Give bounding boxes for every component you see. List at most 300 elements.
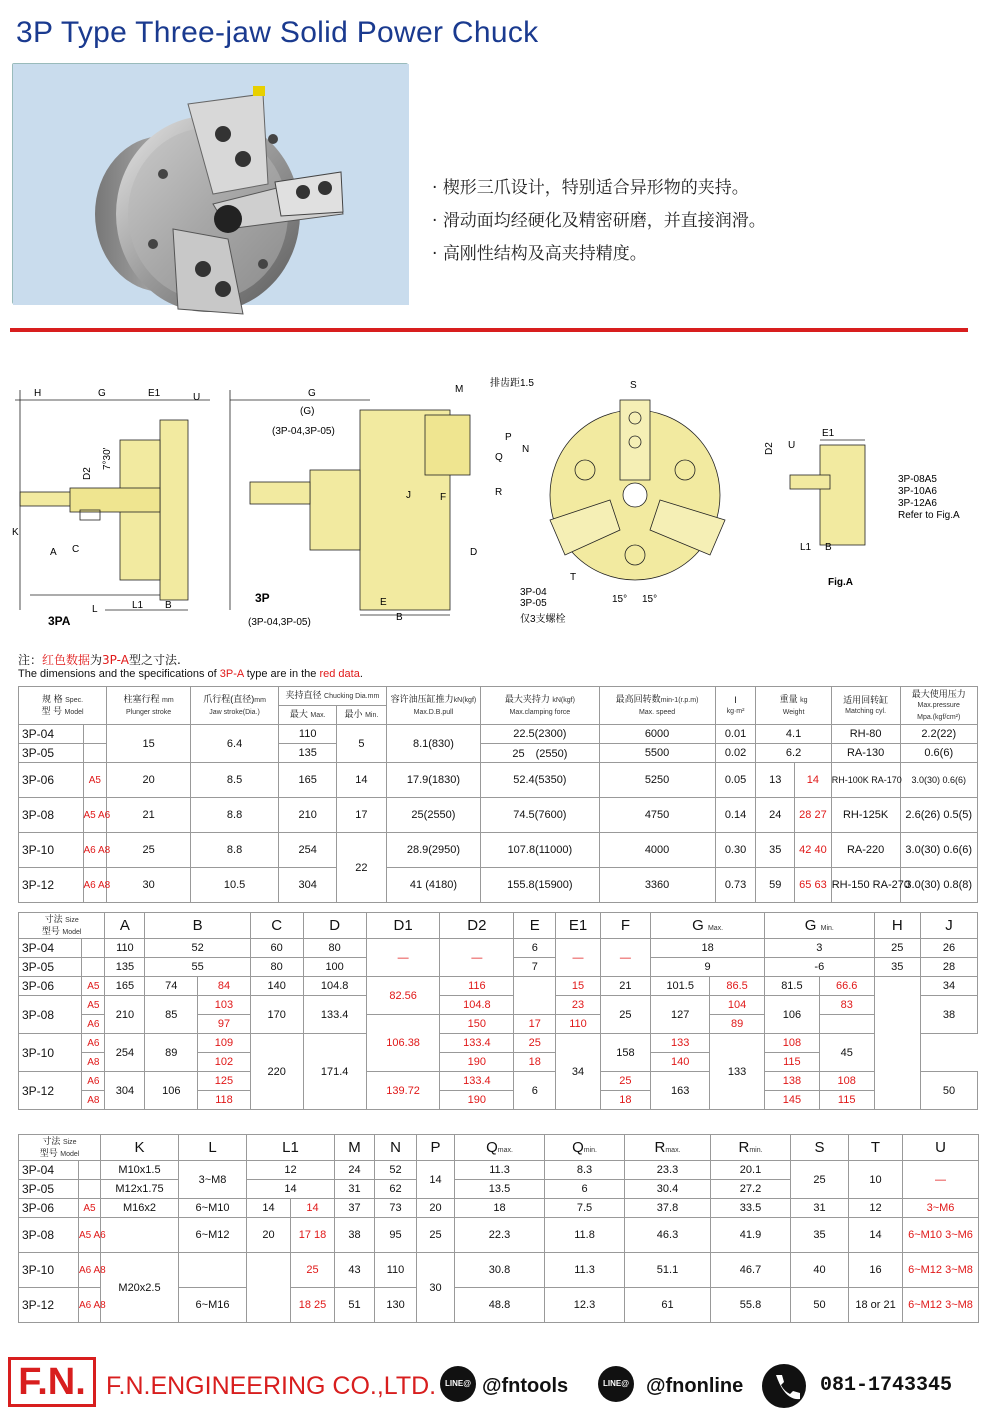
line-icon[interactable]: LINE@	[598, 1366, 634, 1402]
table-cell: 35	[874, 958, 920, 977]
table-cell: 108	[819, 1072, 874, 1091]
spec-table	[18, 686, 978, 903]
table-cell: 24	[756, 798, 795, 833]
table-cell: 104.8	[440, 996, 514, 1015]
col-header: G Min.	[765, 913, 875, 939]
table-cell: 62	[375, 1180, 417, 1199]
col-header: E	[514, 913, 556, 939]
table-cell: 25(2550)	[386, 798, 481, 833]
table-cell: 30.8	[455, 1253, 545, 1288]
table-cell: 210	[105, 996, 145, 1034]
table-cell: 101.5	[651, 977, 710, 996]
table-cell: 25	[514, 1034, 556, 1053]
table-cell: 40	[791, 1253, 849, 1288]
table-cell: 25	[417, 1218, 455, 1253]
col-header: 最高回转数min-1(r.p.m) Max. speed	[599, 687, 715, 725]
dim-label: B	[825, 542, 832, 553]
table-cell: 3P-06	[19, 763, 84, 798]
dim-label: B	[396, 612, 403, 623]
table-cell: 3~M8	[179, 1161, 247, 1199]
table-cell: 37	[335, 1199, 375, 1218]
table-cell: 190	[440, 1053, 514, 1072]
table-cell: 3P-12	[19, 1072, 82, 1110]
table-cell: 210	[279, 798, 337, 833]
drawing-3p	[230, 390, 470, 615]
table-cell	[82, 958, 105, 977]
phone-icon[interactable]	[762, 1364, 806, 1408]
table-cell: 33.5	[711, 1199, 791, 1218]
feature-item: · 高刚性结构及高夹持精度。	[432, 238, 766, 271]
page-title: 3P Type Three-jaw Solid Power Chuck	[16, 16, 539, 49]
table-cell: 3P-08	[19, 996, 82, 1034]
table-cell: 86.5	[710, 977, 765, 996]
col-header: D	[303, 913, 366, 939]
dim-label: K	[12, 527, 19, 538]
table-cell	[82, 939, 105, 958]
col-header: A	[105, 913, 145, 939]
col-header: 最小 Min.	[337, 706, 386, 725]
col-header: U	[903, 1135, 979, 1161]
drawing-front	[550, 400, 725, 580]
table-cell: 52	[375, 1161, 417, 1180]
company-logo: F.N.	[8, 1357, 96, 1407]
table-cell: 73	[375, 1199, 417, 1218]
table-cell: 17 18	[291, 1218, 335, 1253]
table-cell: 220	[250, 1034, 303, 1110]
table-cell: 2.2(22)	[900, 725, 978, 744]
table-cell: 23.3	[625, 1161, 711, 1180]
table-cell: A8	[82, 1091, 105, 1110]
table-cell: 10	[849, 1161, 903, 1199]
table-cell: 20	[417, 1199, 455, 1218]
drawing-fig-a	[790, 440, 865, 545]
table-cell: 3P-08	[19, 1218, 79, 1253]
dim-label: A	[50, 547, 57, 558]
table-cell: 38	[335, 1218, 375, 1253]
table-cell: 135	[105, 958, 145, 977]
table-cell: 14	[849, 1218, 903, 1253]
table-cell: 11.3	[545, 1253, 625, 1288]
table-cell: A6	[82, 1015, 105, 1034]
drawing-label: Fig.A	[828, 577, 853, 588]
table-cell: M12x1.75	[101, 1180, 179, 1199]
drawing-note: Refer to Fig.A	[898, 510, 960, 521]
feature-item: · 楔形三爪设计，特别适合异形物的夹持。	[432, 172, 766, 205]
table-cell: 12.3	[545, 1288, 625, 1323]
table-cell: 26	[920, 939, 977, 958]
dim-label: 15°	[642, 594, 658, 605]
table-cell: 20	[107, 763, 191, 798]
table-cell: A8	[82, 1053, 105, 1072]
col-header: 规 格 Spec. 型 号 Model	[19, 687, 107, 725]
col-header: S	[791, 1135, 849, 1161]
table-cell: 38	[920, 996, 977, 1034]
table-cell: 55	[145, 958, 250, 977]
table-cell: 106.38	[366, 1015, 440, 1072]
table-cell: 46.7	[711, 1253, 791, 1288]
note-en: The dimensions and the specifications of 3P-A type are in the red data.	[18, 668, 363, 680]
col-header: D1	[366, 913, 440, 939]
table-cell: -6	[765, 958, 875, 977]
table-cell: 106	[765, 996, 820, 1034]
table-cell	[79, 1161, 101, 1180]
col-header: B	[145, 913, 250, 939]
table-cell: 7	[514, 958, 556, 977]
drawing-label: 3P-04	[520, 587, 547, 598]
table-cell: 4.1	[756, 725, 831, 744]
table-cell: 27.2	[711, 1180, 791, 1199]
table-cell: RH-125K	[831, 798, 900, 833]
table-cell: 103	[198, 996, 251, 1015]
table-cell: 6~M12	[179, 1218, 247, 1253]
table-cell: 60	[250, 939, 303, 958]
drawing-label: (3P-04,3P-05)	[248, 617, 311, 628]
table-cell: 25	[874, 939, 920, 958]
table-cell: 14	[247, 1199, 291, 1218]
dim-label: E	[380, 597, 387, 608]
table-cell: 35	[791, 1218, 849, 1253]
table-cell: 6~M10	[179, 1199, 247, 1218]
table-cell: 133.4	[440, 1034, 514, 1053]
table-cell: RH-80	[831, 725, 900, 744]
col-header: 爪行程(直径)mm Jaw stroke(Dia.)	[191, 687, 279, 725]
table-cell: 3P-06	[19, 1199, 79, 1218]
col-header: P	[417, 1135, 455, 1161]
dim-label: N	[522, 444, 530, 455]
table-cell: 8.1(830)	[386, 725, 481, 763]
table-cell: 104.8	[303, 977, 366, 996]
table-cell: 80	[303, 939, 366, 958]
table-cell: 18	[651, 939, 765, 958]
table-cell: 3P-10	[19, 1034, 82, 1072]
table-cell	[179, 1253, 247, 1288]
table-cell: 6~M10 3~M6	[903, 1218, 979, 1253]
table-cell: 14	[291, 1199, 335, 1218]
table-cell: 3P-05	[19, 958, 82, 977]
divider	[10, 328, 968, 332]
table-cell: 3	[765, 939, 875, 958]
dim-label: S	[630, 380, 637, 391]
table-cell: 3~M6	[903, 1199, 979, 1218]
table-cell: 43	[335, 1253, 375, 1288]
dim-label: 排齿距1.5	[490, 378, 534, 389]
table-cell: 17.9(1830)	[386, 763, 481, 798]
table-row	[19, 1072, 978, 1091]
table-cell: 110	[375, 1253, 417, 1288]
footer	[0, 1352, 1000, 1416]
table-cell: 21	[600, 977, 651, 996]
dim-label: (3P-04,3P-05)	[272, 426, 335, 437]
table-cell: 163	[651, 1072, 710, 1110]
table-cell: RA-220	[831, 833, 900, 868]
table-cell: 8.8	[191, 833, 279, 868]
table-cell: 3P-10	[19, 1253, 79, 1288]
table-cell: 3.0(30) 0.6(6)	[900, 763, 978, 798]
table-cell: 8.3	[545, 1161, 625, 1180]
table-cell: 125	[198, 1072, 251, 1091]
table-cell: 254	[279, 833, 337, 868]
drawing-note: 3P-12A6	[898, 498, 937, 509]
table-cell: 10.5	[191, 868, 279, 903]
drawing-label: 3PA	[48, 614, 71, 628]
dimension-table-2	[18, 1134, 979, 1323]
col-header: Qmin.	[545, 1135, 625, 1161]
table-cell: 22	[337, 833, 386, 903]
table-cell: 31	[335, 1180, 375, 1199]
table-cell: 20	[247, 1218, 291, 1253]
col-header: Rmin.	[711, 1135, 791, 1161]
table-cell: 9	[651, 958, 765, 977]
dim-label: C	[72, 544, 80, 555]
table-cell: —	[366, 939, 440, 977]
table-cell: 46.3	[625, 1218, 711, 1253]
table-cell: 15	[556, 977, 600, 996]
table-cell: 7.5	[545, 1199, 625, 1218]
table-cell: 8.8	[191, 798, 279, 833]
table-row	[19, 1199, 979, 1218]
table-cell: 37.8	[625, 1199, 711, 1218]
note-cn: 注：红色数据为3P-A型之寸法.	[18, 653, 181, 667]
drawing-label: 3P	[255, 591, 270, 605]
table-cell: 158	[600, 1034, 651, 1072]
table-cell: 83	[819, 996, 874, 1015]
col-header: Rmax.	[625, 1135, 711, 1161]
table-cell: 5	[337, 725, 386, 763]
col-header: L	[179, 1135, 247, 1161]
table-row	[19, 725, 978, 744]
table-cell: 155.8(15900)	[481, 868, 599, 903]
drawing-note: 3P-08A5	[898, 474, 937, 485]
table-cell: 3.0(30) 0.6(6)	[900, 833, 978, 868]
table-cell: A6 A8	[83, 868, 107, 903]
table-cell: 97	[198, 1015, 251, 1034]
drawing-3pa	[15, 390, 210, 610]
table-cell: 18	[514, 1053, 556, 1072]
table-cell: 89	[145, 1034, 198, 1072]
table-cell: 110	[279, 725, 337, 744]
table-cell: A5 A6	[83, 798, 107, 833]
table-cell: 14	[337, 763, 386, 798]
table-cell	[101, 1218, 179, 1253]
table-cell: 18 or 21	[849, 1288, 903, 1323]
table-cell: M20x2.5	[101, 1253, 179, 1323]
table-cell: 11.8	[545, 1218, 625, 1253]
table-cell: 65 63	[795, 868, 832, 903]
table-row	[19, 996, 978, 1015]
table-cell: 6.2	[756, 744, 831, 763]
table-cell: 115	[765, 1053, 820, 1072]
table-cell	[514, 977, 556, 1015]
dim-label: D2	[764, 442, 775, 455]
table-cell: A5	[79, 1199, 101, 1218]
dim-label: E1	[822, 428, 835, 439]
table-cell: 30.4	[625, 1180, 711, 1199]
table-cell: 304	[105, 1072, 145, 1110]
table-cell: 145	[765, 1091, 820, 1110]
table-cell: 108	[765, 1034, 820, 1053]
table-cell: 102	[198, 1053, 251, 1072]
table-cell: 110	[105, 939, 145, 958]
table-row	[19, 763, 978, 798]
table-cell	[83, 725, 107, 744]
table-cell: A5	[83, 763, 107, 798]
col-header: N	[375, 1135, 417, 1161]
dim-label: L	[92, 604, 98, 615]
table-cell: 59	[756, 868, 795, 903]
table-cell: 6	[545, 1180, 625, 1199]
dim-label: P	[505, 432, 512, 443]
col-header: Qmax.	[455, 1135, 545, 1161]
table-row	[19, 833, 978, 868]
table-cell: 6~M12 3~M8	[903, 1253, 979, 1288]
table-cell: 0.14	[715, 798, 756, 833]
table-cell: 0.05	[715, 763, 756, 798]
table-cell: 61	[625, 1288, 711, 1323]
table-cell: 0.02	[715, 744, 756, 763]
table-cell: RA-130	[831, 744, 900, 763]
table-cell: 85	[145, 996, 198, 1034]
table-cell: A6 A8	[79, 1253, 101, 1288]
table-cell: 50	[920, 1072, 977, 1110]
table-cell: 3P-05	[19, 1180, 79, 1199]
table-cell: A6	[82, 1034, 105, 1053]
table-cell: A5 A6	[79, 1218, 101, 1253]
table-cell: 14	[247, 1180, 335, 1199]
feature-list	[432, 172, 766, 271]
table-cell: 6	[514, 939, 556, 958]
table-cell: 0.30	[715, 833, 756, 868]
table-cell: 127	[651, 996, 710, 1034]
feature-item: · 滑动面均经硬化及精密研磨，并直接润滑。	[432, 205, 766, 238]
table-cell: 95	[375, 1218, 417, 1253]
col-header: J	[920, 913, 977, 939]
table-cell: A6 A8	[79, 1288, 101, 1323]
table-row	[19, 977, 978, 996]
table-cell: 0.01	[715, 725, 756, 744]
table-cell: 104	[710, 996, 765, 1015]
table-cell: 6.4	[191, 725, 279, 763]
table-cell: 109	[198, 1034, 251, 1053]
table-cell: 25	[107, 833, 191, 868]
col-header: F	[600, 913, 651, 939]
dim-label: E1	[148, 388, 161, 399]
table-cell: 84	[198, 977, 251, 996]
table-cell: 3P-04	[19, 1161, 79, 1180]
table-cell: 18	[455, 1199, 545, 1218]
table-cell: 14	[795, 763, 832, 798]
dim-label: 15°	[612, 594, 628, 605]
table-cell: 3P-08	[19, 798, 84, 833]
table-cell: 41.9	[711, 1218, 791, 1253]
line-icon[interactable]: LINE@	[440, 1366, 476, 1402]
table-cell: 3P-04	[19, 725, 84, 744]
table-cell: 304	[279, 868, 337, 903]
table-cell: 23	[556, 996, 600, 1015]
table-cell: M10x1.5	[101, 1161, 179, 1180]
table-cell: 41 (4180)	[386, 868, 481, 903]
table-cell: 25	[791, 1161, 849, 1199]
table-cell: 74.5(7600)	[481, 798, 599, 833]
table-row	[19, 868, 978, 903]
col-header: 适用回转缸 Matching cyl.	[831, 687, 900, 725]
dim-label: B	[165, 600, 172, 611]
dim-label: D	[470, 547, 478, 558]
table-cell: 13	[756, 763, 795, 798]
table-cell: 15	[107, 725, 191, 763]
table-cell: 52.4(5350)	[481, 763, 599, 798]
table-cell: 140	[651, 1053, 710, 1072]
dim-label: J	[406, 490, 411, 501]
table-cell: 3P-06	[19, 977, 82, 996]
table-cell: 3P-12	[19, 868, 84, 903]
table-cell: 82.56	[366, 977, 440, 1015]
table-cell: 35	[756, 833, 795, 868]
col-header: 寸法 Size 型号 Model	[19, 1135, 101, 1161]
table-cell: 51.1	[625, 1253, 711, 1288]
table-cell: 2.6(26) 0.5(5)	[900, 798, 978, 833]
drawing-label: 3P-05	[520, 598, 547, 609]
table-cell: 18 25	[291, 1288, 335, 1323]
table-cell: 89	[710, 1015, 765, 1034]
table-cell: 51	[335, 1288, 375, 1323]
table-cell: RH-150 RA-270	[831, 868, 900, 903]
table-cell: 6~M16	[179, 1288, 247, 1323]
table-cell: 0.73	[715, 868, 756, 903]
table-cell: 48.8	[455, 1288, 545, 1323]
col-header: E1	[556, 913, 600, 939]
line-handle[interactable]: @fntools	[482, 1375, 569, 1397]
dim-label: G	[98, 388, 106, 399]
col-header: 最大夹持力 kN(kgf) Max.clamping force	[481, 687, 599, 725]
table-cell: 28.9(2950)	[386, 833, 481, 868]
dim-label: (G)	[300, 406, 315, 417]
col-header: I kg·m²	[715, 687, 756, 725]
table-cell: 50	[791, 1288, 849, 1323]
table-cell: 170	[250, 996, 303, 1034]
col-header: 容许油压缸推力kN(kgf) Max.D.B.pull	[386, 687, 481, 725]
dim-label: D2	[82, 467, 93, 480]
table-cell: 118	[198, 1091, 251, 1110]
table-cell: 55.8	[711, 1288, 791, 1323]
table-cell: 31	[791, 1199, 849, 1218]
table-cell	[247, 1253, 291, 1323]
company-name: F.N.ENGINEERING CO.,LTD.	[106, 1372, 437, 1400]
table-cell: 3P-04	[19, 939, 82, 958]
col-header: 最大使用压力 Max.pressure Mpa.(kgf/cm²)	[900, 687, 978, 725]
col-header: L1	[247, 1135, 335, 1161]
table-cell: 45	[819, 1034, 874, 1072]
table-cell: 8.5	[191, 763, 279, 798]
table-cell: 165	[105, 977, 145, 996]
table-row	[19, 1034, 978, 1053]
drawing-note: 3P-10A6	[898, 486, 937, 497]
table-cell: 106	[145, 1072, 198, 1110]
table-cell: 17	[514, 1015, 556, 1034]
col-header: T	[849, 1135, 903, 1161]
dim-label: H	[34, 388, 42, 399]
table-cell: 52	[145, 939, 250, 958]
table-cell: M16x2	[101, 1199, 179, 1218]
dim-label: M	[455, 384, 464, 395]
table-cell: 116	[440, 977, 514, 996]
phone-number[interactable]: 081-1743345	[820, 1374, 953, 1397]
dimension-table-1	[18, 912, 978, 1110]
table-cell: 42 40	[795, 833, 832, 868]
table-cell: 3P-05	[19, 744, 84, 763]
table-cell: 100	[303, 958, 366, 977]
table-cell: 74	[145, 977, 198, 996]
line-handle[interactable]: @fnonline	[646, 1375, 744, 1397]
